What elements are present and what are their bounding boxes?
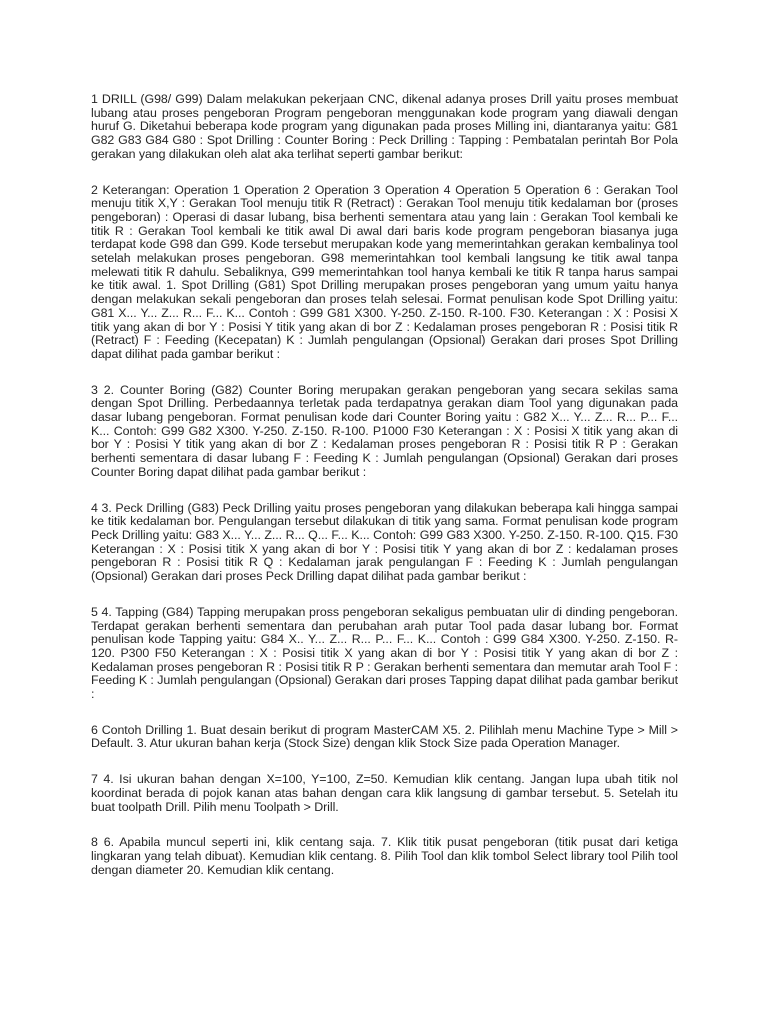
paragraph-2: 2 Keterangan: Operation 1 Operation 2 Operation 3 Operation 4 Operation 5 Operation 6 : Gerakan Tool menuju titik X,Y : Gerakan Tool menuju titik R (Retract) : Gerakan Tool menuju titik kedalaman bor (proses pengeboran) : Operasi di dasar lubang, bisa berhenti sementara atau yang lain : Gerakan Tool kembali ke titik R : Gerakan Tool kembali ke titik awal Di awal dari baris kode program pengeboran biasanya juga terdapat kode G98 dan G99. Kode tersebut merupakan kode yang memerintahkan gerakan kembalinya tool setelah melakukan proses pengeboran. G98 memerintahkan tool kembali langsung ke titik awal tanpa melewati titik R dahulu. Sebaliknya, G99 memerintahkan tool hanya kembali ke titik R tanpa harus sampai ke titik awal. 1. Spot Drilling (G81) Spot Drilling merupakan proses pengeboran yang umum yaitu hanya dengan melakukan sekali pengeboran dan proses telah selesai. Format penulisan kode Spot Drilling yaitu: G81 X... Y... Z... R... F... K... Contoh : G99 G81 X300. Y-250. Z-150. R-100. F30. Keterangan : X : Posisi X titik yang akan di bor Y : Posisi Y titik yang akan di bor Z : Kedalaman proses pengeboran R : Posisi titik R (Retract) F : Feeding (Kecepatan) K : Jumlah pengulangan (Opsional) Gerakan dari proses Spot Drilling dapat dilihat pada gambar berikut : [91, 182, 678, 361]
paragraph-5: 5 4. Tapping (G84) Tapping merupakan pross pengeboran sekaligus pembuatan ulir di dinding pengeboran. Terdapat gerakan berhenti sementara dan perubahan arah putar Tool pada dasar lubang bor. Format penulisan kode Tapping yaitu: G84 X.. Y... Z... R... P... F... K... Contoh : G99 G84 X300. Y-250. Z-150. R-120. P300 F50 Keterangan : X : Posisi titik X yang akan di bor Y : Posisi titik Y yang akan di bor Z : Kedalaman proses pengeboran R : Posisi titik R P : Gerakan berhenti sementara dan memutar arah Tool F : Feeding K : Jumlah pengulangan (Opsional) Gerakan dari proses Tapping dapat dilihat pada gambar berikut : [91, 604, 678, 702]
paragraph-1: 1 DRILL (G98/ G99) Dalam melakukan pekerjaan CNC, dikenal adanya proses Drill yaitu proses membuat lubang atau proses pengeboran Program pengeboran menggunakan kode program yang diawali dengan huruf G. Diketahui beberapa kode program yang digunakan pada proses Milling ini, diantaranya yaitu: G81 G82 G83 G84 G80 : Spot Drilling : Counter Boring : Peck Drilling : Tapping : Pembatalan perintah Bor Pola gerakan yang dilakukan oleh alat aka terlihat seperti gambar berikut: [91, 92, 678, 161]
paragraph-3: 3 2. Counter Boring (G82) Counter Boring merupakan gerakan pengeboran yang secara sekilas sama dengan Spot Drilling. Perbedaannya terletak pada terdapatnya gerakan diam Tool yang digunakan pada dasar lubang pengeboran. Format penulisan kode dari Counter Boring yaitu : G82 X... Y... Z... R... P... F... K... Contoh: G99 G82 X300. Y-250. Z-150. R-100. P1000 F30 Keterangan : X : Posisi X titik yang akan di bor Y : Posisi Y titik yang akan di bor Z : Kedalaman proses pengeboran R : Posisi titik R P : Gerakan berhenti sementara di dasar lubang F : Feeding K : Jumlah pengulangan (Opsional) Gerakan dari proses Counter Boring dapat dilihat pada gambar berikut : [91, 382, 678, 479]
paragraph-6: 6 Contoh Drilling 1. Buat desain berikut di program MasterCAM X5. 2. Pilihlah menu Machine Type > Mill > Default. 3. Atur ukuran bahan kerja (Stock Size) dengan klik Stock Size pada Operation Manager. [91, 722, 678, 751]
document-body [91, 93, 678, 899]
paragraph-8: 8 6. Apabila muncul seperti ini, klik centang saja. 7. Klik titik pusat pengeboran (titik pusat dari ketiga lingkaran yang telah dibuat). Kemudian klik centang. 8. Pilih Tool dan klik tombol Select library tool Pilih tool dengan diameter 20. Kemudian klik centang. [91, 835, 678, 877]
paragraph-4: 4 3. Peck Drilling (G83) Peck Drilling yaitu proses pengeboran yang dilakukan beberapa kali hingga sampai ke titik kedalaman bor. Pengulangan tersebut dilakukan di titik yang sama. Format penulisan kode program Peck Drilling yaitu: G83 X... Y... Z... R... Q... F... K... Contoh: G99 G83 X300. Y-250. Z-150. R-100. Q15. F30 Keterangan : X : Posisi titik X yang akan di bor Y : Posisi titik Y yang akan di bor Z : kedalaman proses pengeboran R : Posisi titik R Q : Kedalaman jarak pengulangan F : Feeding K : Jumlah pengulangan (Opsional) Gerakan dari proses Peck Drilling dapat dilihat pada gambar berikut : [91, 500, 678, 584]
paragraph-7: 7 4. Isi ukuran bahan dengan X=100, Y=100, Z=50. Kemudian klik centang. Jangan lupa ubah titik nol koordinat berada di pojok kanan atas bahan dengan cara klik langsung di gambar tersebut. 5. Setelah itu buat toolpath Drill. Pilih menu Toolpath > Drill. [91, 772, 678, 814]
